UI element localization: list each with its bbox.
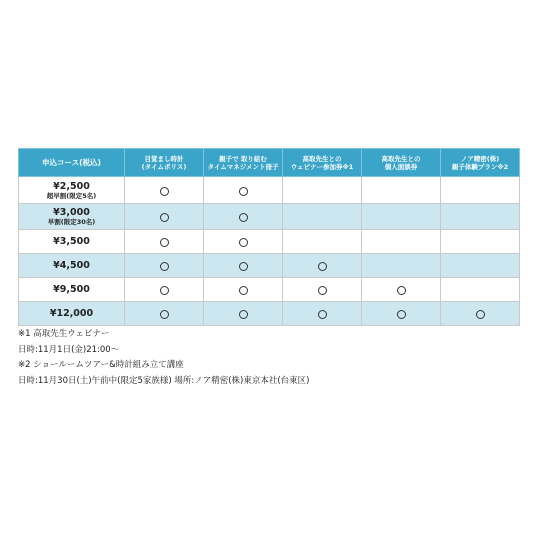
mark-cell — [441, 230, 520, 254]
included-mark — [239, 238, 248, 247]
mark-cell — [362, 254, 441, 278]
mark-cell — [283, 254, 362, 278]
mark-cell — [125, 254, 204, 278]
included-mark — [160, 238, 169, 247]
included-mark — [318, 310, 327, 319]
header-alarm-clock: 目覚まし時計 (タイムポリス) — [125, 149, 204, 177]
table-row — [19, 302, 520, 326]
included-mark — [160, 310, 169, 319]
table-row — [19, 204, 520, 230]
mark-cell — [362, 302, 441, 326]
mark-cell — [204, 302, 283, 326]
included-mark — [318, 286, 327, 295]
included-mark — [160, 187, 169, 196]
mark-cell — [283, 302, 362, 326]
header-interview: 高取先生との 個人面談券 — [362, 149, 441, 177]
included-mark — [476, 310, 485, 319]
mark-cell — [441, 254, 520, 278]
mark-cell — [125, 204, 204, 230]
course-table — [18, 148, 520, 326]
footnotes — [18, 327, 519, 389]
mark-cell — [283, 278, 362, 302]
header-experience-plan: ノア精密(株) 親子体験プラン※2 — [441, 149, 520, 177]
table-row — [19, 230, 520, 254]
included-mark — [397, 286, 406, 295]
mark-cell — [204, 278, 283, 302]
included-mark — [160, 213, 169, 222]
course-cell: ¥2,500 超早割(限定5名) — [19, 177, 125, 204]
mark-cell — [204, 204, 283, 230]
included-mark — [239, 310, 248, 319]
included-mark — [160, 262, 169, 271]
included-mark — [239, 187, 248, 196]
included-mark — [239, 286, 248, 295]
table-row — [19, 177, 520, 204]
footnote-1-datetime: 日時:11月1日(金)21:00〜 — [18, 344, 120, 355]
mark-cell — [441, 177, 520, 204]
header-booklet: 親子で 取り組む タイムマネジメント冊子 — [204, 149, 283, 177]
mark-cell — [204, 254, 283, 278]
footnote-2-title: ※2 ショールームツアー&時計組み立て講座 — [18, 360, 184, 370]
mark-cell — [441, 302, 520, 326]
included-mark — [239, 262, 248, 271]
included-mark — [239, 213, 248, 222]
course-table-container — [18, 148, 519, 326]
mark-cell — [125, 278, 204, 302]
mark-cell — [204, 230, 283, 254]
included-mark — [160, 286, 169, 295]
included-mark — [397, 310, 406, 319]
table-row — [19, 278, 520, 302]
table-header-row — [19, 149, 520, 177]
mark-cell — [362, 204, 441, 230]
course-cell: ¥3,500 — [19, 230, 125, 254]
footnote-2-datetime-place: 日時:11月30日(土)午前中(限定5家族様) 場所:ノア精密(株)東京本社(台東区) — [18, 375, 310, 386]
mark-cell — [283, 177, 362, 204]
course-cell: ¥3,000 早割(限定30名) — [19, 204, 125, 230]
header-webinar: 高取先生との ウェビナー参加券※1 — [283, 149, 362, 177]
mark-cell — [283, 204, 362, 230]
course-cell: ¥9,500 — [19, 278, 125, 302]
mark-cell — [441, 278, 520, 302]
mark-cell — [125, 177, 204, 204]
footnote-1-title: ※1 高取先生ウェビナー — [18, 329, 110, 339]
mark-cell — [362, 177, 441, 204]
mark-cell — [441, 204, 520, 230]
header-course: 申込コース(税込) — [19, 149, 125, 177]
table-row — [19, 254, 520, 278]
mark-cell — [125, 302, 204, 326]
mark-cell — [125, 230, 204, 254]
course-cell: ¥12,000 — [19, 302, 125, 326]
mark-cell — [362, 278, 441, 302]
included-mark — [318, 262, 327, 271]
mark-cell — [283, 230, 362, 254]
course-cell: ¥4,500 — [19, 254, 125, 278]
mark-cell — [362, 230, 441, 254]
mark-cell — [204, 177, 283, 204]
